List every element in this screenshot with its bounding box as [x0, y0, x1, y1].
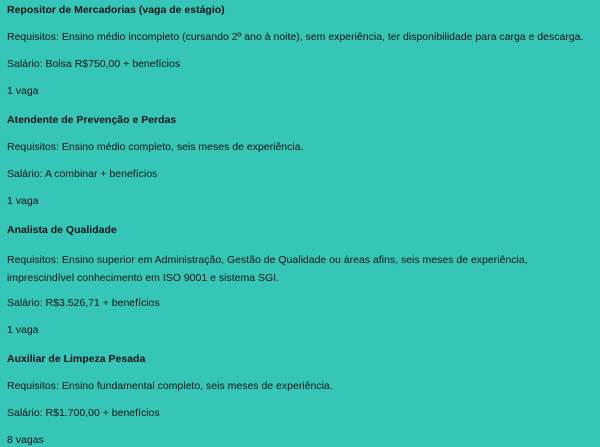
- job-salary: Salário: A combinar + benefícios: [7, 168, 158, 180]
- job-requirements: Requisitos: Ensino superior em Administração, Gestão de Qualidade ou áreas afins, seis meses de experiência, imprescindível conhecimento em ISO 9001 e sistema SGI.: [7, 254, 528, 284]
- job-title: Auxiliar de Limpeza Pesada: [7, 353, 146, 365]
- job-title: Analista de Qualidade: [7, 224, 117, 236]
- job-vacancies: 1 vaga: [7, 85, 39, 97]
- job-requirements: Requisitos: Ensino médio completo, seis meses de experiência.: [7, 141, 304, 153]
- job-salary: Salário: R$1.700,00 + benefícios: [7, 407, 160, 419]
- job-listing: [7, 224, 594, 337]
- job-salary: Salário: R$3.526,71 + benefícios: [7, 297, 160, 309]
- job-listing: [7, 114, 594, 208]
- job-title: Atendente de Prevenção e Perdas: [7, 114, 177, 126]
- job-vacancies: 8 vagas: [7, 434, 44, 446]
- job-vacancies: 1 vaga: [7, 324, 39, 336]
- job-listing: [7, 353, 594, 447]
- job-vacancies: 1 vaga: [7, 195, 39, 207]
- job-title: Repositor de Mercadorias (vaga de estágio): [7, 4, 225, 16]
- job-requirements: Requisitos: Ensino médio incompleto (cursando 2º ano à noite), sem experiência, ter disponibilidade para carga e descarga.: [7, 31, 584, 43]
- job-requirements: Requisitos: Ensino fundamental completo, seis meses de experiência.: [7, 380, 333, 392]
- job-listing: [7, 4, 594, 98]
- job-salary: Salário: Bolsa R$750,00 + benefícios: [7, 58, 181, 70]
